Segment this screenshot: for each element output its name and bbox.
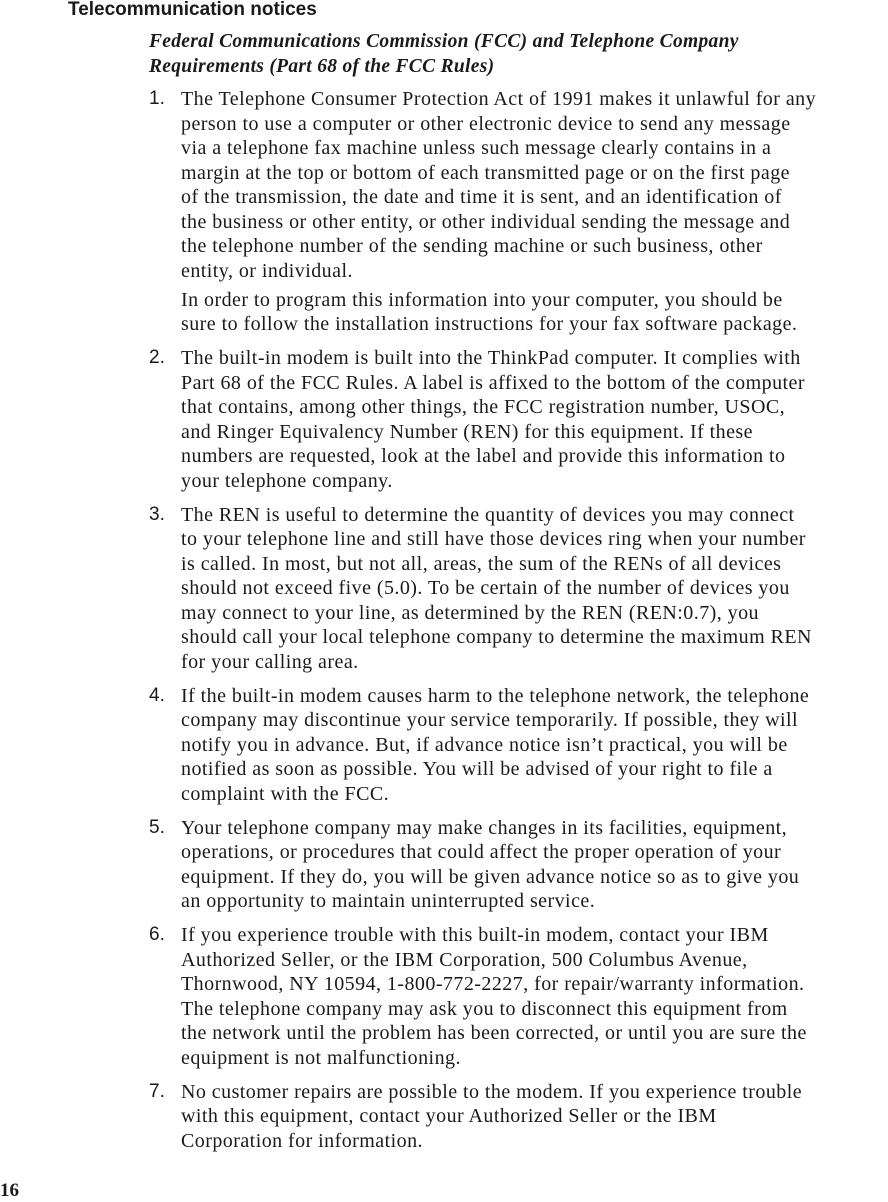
text-line: person to use a computer or other electronic device to send any message (181, 112, 791, 135)
text-line: to your telephone line and still have those devices ring when your number (181, 528, 806, 550)
text-line: Your telephone company may make changes in its facilities, equipment, (181, 816, 788, 839)
text-line: the network until the problem has been corrected, or until you are sure the (181, 1022, 807, 1044)
text-line: should call your local telephone company to determine the maximum REN (181, 626, 812, 648)
text-line: margin at the top or bottom of each transmitted page or on the first page (181, 161, 790, 184)
text-line: sure to follow the installation instructions for your fax software package. (181, 313, 798, 335)
list-item (149, 923, 888, 1070)
text-line: should not exceed five (5.0). To be certain of the number of devices you (181, 577, 790, 599)
text-line: and Ringer Equivalency Number (REN) for this equipment. If these (181, 420, 753, 443)
text-line: the business or other entity, or other individual sending the message and (181, 210, 791, 233)
text-line: notify you in advance. But, if advance notice isn’t practical, you will be (181, 733, 788, 756)
list-item (149, 87, 888, 337)
subheading-line: Federal Communications Commission (FCC) and Telephone Company (149, 31, 739, 52)
list-item (149, 816, 888, 914)
page-number: 16 (0, 1180, 19, 1201)
paragraph (181, 346, 888, 493)
list-item-number: 3. (149, 503, 165, 525)
text-line: company may discontinue your service temporarily. If possible, they will (181, 709, 799, 731)
list-item (149, 684, 888, 807)
text-line: operations, or procedures that could affect the proper operation of your (181, 841, 782, 863)
section-heading: Telecommunication notices (68, 0, 317, 20)
text-line: notified as soon as possible. You will be advised of your right to file a (181, 758, 773, 780)
text-line: via a telephone fax machine unless such message clearly contains in a (181, 137, 772, 159)
numbered-list (149, 87, 888, 1163)
text-line: that contains, among other things, the FCC registration number, USOC, (181, 396, 786, 418)
paragraph (181, 923, 888, 1070)
text-line: your telephone company. (181, 469, 393, 492)
paragraph (181, 87, 888, 283)
list-item-number: 4. (149, 684, 165, 706)
text-line: equipment is not malfunctioning. (181, 1046, 461, 1069)
text-line: If the built-in modem causes harm to the telephone network, the telephone (181, 684, 810, 707)
text-line: The built-in modem is built into the ThinkPad computer. It complies with (181, 347, 801, 369)
list-item-number: 7. (149, 1080, 165, 1102)
subheading-line: Requirements (Part 68 of the FCC Rules) (149, 55, 495, 77)
text-line: No customer repairs are possible to the modem. If you experience trouble (181, 1080, 803, 1103)
list-item-number: 6. (149, 924, 165, 945)
text-line: with this equipment, contact your Authorized Seller or the IBM (181, 1105, 717, 1127)
paragraph (181, 288, 888, 337)
text-line: If you experience trouble with this built-in modem, contact your IBM (181, 924, 769, 946)
paragraph (181, 503, 888, 675)
list-item (149, 346, 888, 493)
list-item-number: 2. (149, 347, 165, 368)
text-line: is called. In most, but not all, areas, the sum of the RENs of all devices (181, 552, 782, 575)
text-line: complaint with the FCC. (181, 782, 390, 805)
text-line: Corporation for information. (181, 1129, 423, 1152)
text-line: of the transmission, the date and time it is sent, and an identification of (181, 186, 782, 208)
text-line: In order to program this information into your computer, you should be (181, 288, 783, 311)
text-line: equipment. If they do, you will be given advance notice so as to give you (181, 865, 800, 888)
text-line: Thornwood, NY 10594, 1-800-772-2227, for repair/warranty information. (181, 973, 805, 995)
text-line: The REN is useful to determine the quantity of devices you may connect (181, 503, 795, 526)
subheading (149, 30, 739, 79)
text-line: The Telephone Consumer Protection Act of 1991 makes it unlawful for any (181, 88, 817, 110)
text-line: entity, or individual. (181, 259, 353, 282)
text-line: numbers are requested, look at the label and provide this information to (181, 445, 786, 467)
text-line: The telephone company may ask you to disconnect this equipment from (181, 997, 788, 1020)
list-item (149, 1080, 888, 1154)
text-line: an opportunity to maintain uninterrupted service. (181, 890, 596, 912)
text-line: for your calling area. (181, 650, 359, 673)
text-line: Authorized Seller, or the IBM Corporation, 500 Columbus Avenue, (181, 948, 748, 971)
list-item-number: 1. (149, 88, 165, 109)
text-line: may connect to your line, as determined by the REN (REN:0.7), you (181, 601, 760, 624)
paragraph (181, 1080, 888, 1154)
list-item (149, 503, 888, 675)
paragraph (181, 684, 888, 807)
text-line: Part 68 of the FCC Rules. A label is affixed to the bottom of the computer (181, 371, 805, 394)
text-line: the telephone number of the sending machine or such business, other (181, 235, 763, 257)
paragraph (181, 816, 888, 914)
list-item-number: 5. (149, 816, 165, 838)
